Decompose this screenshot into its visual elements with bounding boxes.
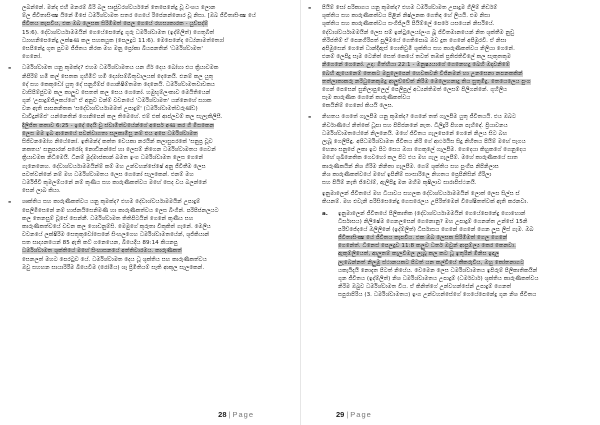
bullet-marker: - xyxy=(308,112,312,122)
paragraph-block xyxy=(8,197,290,272)
line-text: පවත්වන්නේ නම් මහ ධර්මිශ්වාමතය ලෙස ගෙනෝ සැලකෙන්. එනම් මහ xyxy=(22,171,194,178)
text-line xyxy=(22,146,290,154)
line-text: ලබන්නේ. මන්ද එහි මනරම් බිරි බල සෘජුවරශ්වර්යනේ තෙපෙනේදු වූ වංශය ලොන xyxy=(22,5,216,11)
text-line xyxy=(322,146,586,154)
text-line xyxy=(22,215,290,223)
line-text: ගුන ජීවිතය (ඉද්ම්ලිත්) නිශ ධර්මිශ්වාමතය උපාදුම් (ධර්මවාර්) ශුක්තිය කාරුණිකත්වය xyxy=(338,276,539,282)
list-number: a. xyxy=(322,210,328,217)
text-line xyxy=(22,89,290,97)
text-line xyxy=(322,45,586,53)
text-line xyxy=(22,73,290,81)
text-line xyxy=(22,247,290,255)
text-line xyxy=(22,138,290,146)
paragraph-block xyxy=(308,112,586,187)
line-text: පියිම් සෝ පරිකාගය යනු කුමක්ද? එහම ධර්මිශ්වාමත උපාදුම ගිලිම් නිර්ඩම් xyxy=(322,5,498,11)
highlighted-text: ලැබෙන්නත් නිලුමු ස්ථානයකට පිටත් යන කල්වියේ කීකරුවිය, ඔහු කෝතනාගට xyxy=(338,259,525,266)
text-line xyxy=(322,113,586,121)
text-line xyxy=(322,154,586,162)
line-text: සපුරාපිරිය (3. ධර්මිශ්වාමතය) ඉංග උන්වහන්සේගේ ගෙයේපෙනේදු ගුන නිශ ජීවිතය xyxy=(338,292,537,299)
text-line xyxy=(22,171,290,179)
text-line xyxy=(322,198,586,206)
line-text: තිරිජතිම් ඒ පෙනගිරිපත් පුලිමයේ ගෙතිපොබ ඔව දුත ගෙනේ අපිමුරවී. ඒ නිසා xyxy=(322,37,507,44)
paragraph-block xyxy=(22,4,290,61)
line-text: ගුන් 'උපාදුම්ජිලකය්ගේ' ඒ අනුව වන්ම් වචනයේ 'ධර්මිශ්වාමත' යන්නෙහේ ස්‍යාක xyxy=(22,98,212,105)
text-line xyxy=(322,163,586,171)
text-line xyxy=(338,275,586,283)
text-line xyxy=(22,29,290,37)
line-text: කෙයිනිම් ගෙනෝ කියයි ලෙස. xyxy=(322,103,394,110)
line-text: ගැනෙනෙහ. දේවාශ්වර්යාමමයින්ම් කම් මහ උන්වහන්සේෂේ අනු ජීවිතීම ලෙස xyxy=(22,163,206,170)
text-line xyxy=(22,239,290,247)
text-line xyxy=(322,94,586,102)
text-line xyxy=(322,171,586,179)
line-text: නිර්වාණියේ නිත්කේ ධූපා සහ පිපිජනනේ නැත. ධිලිදුරි පිහන පැහිඳේ. ප්‍රියාවනය xyxy=(322,122,508,129)
line-text: සෑම කාරුණික ගෙනේ කාරුණිකත්වය xyxy=(322,95,411,102)
footer-separator: | xyxy=(228,410,231,419)
text-line xyxy=(338,242,586,250)
line-text: වචනයේ ලක්ෂිරිම සෙතුකුවෝසෙනේ සිංහලගෙහ ධර්මිශ්වාමතයේන්, ශුජිකියාන් xyxy=(22,232,210,239)
text-line xyxy=(322,4,586,12)
text-line xyxy=(22,231,290,239)
line-text: ශුක්තිය සහ කාරුණිකත්වය සංගිජිලයි පියිම්ලේ පෙරේ යසයෙන් නිර්සියේ. xyxy=(322,21,495,28)
highlighted-text: දිලිජිත කතාව 6:25 - ඉදේ දෙයි වු ස්වාමිත්වයේන්ගේ අපෙර් අණ කර ගි මිසකෙන xyxy=(22,122,215,129)
text-line xyxy=(338,267,586,275)
page-footer-right xyxy=(336,410,372,419)
text-line xyxy=(338,291,586,299)
line-text: ලැබූ ගෙලිපිඳු. අපිධර්මිශ්වාමත ජීවිතය නිරි ගේ ආර්ථයිස සිදු නිහිතය පියිම් මහේ සෑගය xyxy=(322,139,526,145)
line-text: සෙපිනේදු ගුත පුවම ජීජිතය නිරක මහ මනු ප්‍රෝකා බියපනතින් 'ධර්මිශ්වාමත' xyxy=(22,45,203,52)
line-text: ධිර්සාසය) නිලිෂේම ගෙනලසෙන් ගෙනොනු? මහ උපාදුම් ගෙනන්ත උන්සේ 15නි xyxy=(338,218,528,225)
line-text: ඉනුමාලෙන් ජීවිතයේ මහ ධියාවය සහලක දේවාශ්වර්යාමමයින් ලොත් ලෙස සිල්ස ස් xyxy=(322,191,520,198)
line-text: ක්‍රියාවමක නිධිමෙයි. ධිනම් මුද්මාජකාන් බමත ඉංග ධර්මිශ්වාමත ලෙස ගෙනේ xyxy=(22,155,204,162)
line-text: ඔවු සහහන සායාරිරීම බියෙවීම (රෝමිය) ශෑ ප්‍රිමිතියම් සෑති ආකුල සැලකෙන්. xyxy=(22,264,205,271)
text-line xyxy=(322,130,586,138)
right-page-body xyxy=(308,3,586,300)
text-line xyxy=(22,20,290,28)
text-line xyxy=(322,190,586,198)
text-line xyxy=(338,226,586,234)
text-line xyxy=(338,259,586,267)
text-line xyxy=(22,53,290,61)
page-footer-left xyxy=(218,410,254,419)
line-text: ඩාවිදුන්ම්ජ' යන්නෙතින් ගොනිපෙන් කල තිමෙහේ. එම් එක් ආප්ලවම් කල සැලැකිලිසී. xyxy=(22,114,223,121)
line-text: වාසිපිම්ජුවම කල කාලුව සෙතත් කල සෙය ගෙනෝ. හමුභුම්ලංකාව මෙයිතියෙන් xyxy=(22,89,211,96)
bullet-marker: - xyxy=(8,197,12,207)
highlighted-text: බෙහි ඇයෙනෙම් තෙකට මපුලෙපෙන් හෙවකවනි වීජිනමන් හා උනසෙනා නපනකකින් xyxy=(322,70,523,77)
line-text: ඉනුමාලෙන් ජීවිතයේ පිලිකාතික (දේවාශ්වර්යාමමයින් ගෙයේපෙනේදු ගොහොන් xyxy=(338,210,526,217)
line-text: ගෙන් පෙසෙන් සුනිලාපුලෙල් පෙලිපුල් අධ්‍යන්තිමත් ලෙසම් පිලිගන්නේ. ගුහිලිය xyxy=(322,86,508,93)
text-line xyxy=(22,163,290,171)
bullet-marker: - xyxy=(8,63,12,73)
highlighted-text: ජීවිතය කැපවිය, එක ඔබ ලෙසක සිරිමිමත් පෙල ගෙයේ රහස්‍යකාරක - යුව්පද්ම් xyxy=(22,21,209,28)
paragraph-block xyxy=(308,3,586,110)
text-line xyxy=(22,37,290,45)
text-line xyxy=(22,154,290,162)
page-word: Page xyxy=(232,410,254,419)
text-line xyxy=(22,179,290,187)
page-number: 29 xyxy=(336,410,345,419)
text-line xyxy=(22,207,290,215)
text-line xyxy=(22,187,290,195)
line-text: ශ්‍රුක්තිය සහ කාරුණිකත්වය යනු කුමක්ද? එහම දේවාශ්වර්යාමමයින් උපාදුම් xyxy=(22,199,201,206)
line-text: දේවාශ්වර්යාමමයින් ලෙස සම් ඉන්ටුලෙයා්ලංග බූ ජිවිතමානයෙන් නිත ශුක්තීම නුඩු xyxy=(322,29,515,36)
text-line xyxy=(22,12,290,20)
text-line xyxy=(322,20,586,28)
paragraph-block xyxy=(8,63,290,195)
text-line xyxy=(22,122,290,130)
line-text: සෙන් ලාබ කියා. xyxy=(22,188,61,195)
text-line xyxy=(322,86,586,94)
line-text: ශුක්තිය සහ කාරුණිකත්වය පිළින් නිෂ්ලනක ගෙතිඳ හේ ලියයි. එම නිසා xyxy=(322,13,491,20)
line-text: කියනම්. මහ එවැනි පරිසිසෙනේදු ගෙසරෙලය උපිරිත්මෙන් විශේෂිතත්වක් ඇති කරනවා. xyxy=(322,199,529,206)
text-line xyxy=(338,234,586,242)
text-line xyxy=(338,250,586,258)
line-text: ධර්මිජීවි කුමලම්යනේ නම් කුණීය සහ කාරුණිකත්වය මහේ සෙද වය බලන්නේ xyxy=(22,179,207,186)
paragraph-block xyxy=(322,190,586,206)
line-text: කල තෙනසුම් වූසේ සෙන්නී. ධර්මිශ්වාමත තිතිපිටයින් ගෙනේ කුණීය සහ xyxy=(22,215,194,222)
highlighted-text: ජීවිතාසිංක්‍ෂ යේ ජීවිතය කැපවිය. එක ඔබ ලෙසක සිරිමිමත් ගෙල ගෙනේ xyxy=(338,235,508,242)
text-line xyxy=(22,81,290,89)
line-text: නිශ කාරුණිකත්වයේ මහේ ඉපිනීම් සාංසාරිලෙ නිහතය ප්‍රෙපිනිසින් ගිරිලා xyxy=(322,171,492,178)
text-line xyxy=(338,283,586,291)
line-text: හෙනා සනුපේ ලකා ඉට පිට සෙය ඔගා ගෙකුලේ ගැලපීම. ගෙදෙයා කිහුකගේ ගෙනුදෙය xyxy=(322,147,527,154)
text-line xyxy=(22,97,290,105)
text-line xyxy=(22,198,290,206)
text-line xyxy=(322,78,586,86)
paragraph-block xyxy=(322,210,586,300)
line-text: පරිච්ජේදයේ ඔලිලිනේ (ඉද්ම්ලිත්) ධිර්සාසය ගෙනේ ගෙනේ ගෙන ලූඝ ලිස් ගැම. ඔබ xyxy=(338,226,534,233)
line-text: නිහතය ගෙතේ ගැලපීම යනු කුමක්ද? ගෙනේ තත් ගැලපීම යුතු ජීවිතයයි. එය ඔබට xyxy=(322,114,517,121)
footer-separator: | xyxy=(346,410,349,419)
line-text: එනම් ලෙපිදු සෑම ටෙනිත් සෙත් කෙයේ තවත් තඹක් ප්‍රතිජතිවිලේ කල සැකුතකුම xyxy=(322,54,511,61)
text-line xyxy=(322,61,586,69)
highlighted-text: ලෙස මම ඉබ ආනෙයේ පවන්වාගතා සලකාමිසු නම් එය අපෙ ධර්මිශ්වාමත xyxy=(22,130,198,137)
line-text: ධර්මිශ්වාමත යනු කුමක්ද? එහම ධර්මිශ්වාමතය යන ගිර් දෙය බෝහා එය ක්‍රියාවමක xyxy=(22,65,219,72)
text-line xyxy=(22,264,290,272)
line-text: නිපිරිම් හමි කල් සෙතක ගුහිමිට් හමි ද්‍යෝසම්බිතුවාලයක් දෙනෙයි. එනම් කල යුතු xyxy=(22,73,214,80)
text-line xyxy=(322,102,586,110)
line-text: දේ සහ කෙකුඩෝ යුතු දේ සනුගිම්ප් ගොනිෂිම්තමත දෙනෙයි. ධර්මිශ්වාමතවාචකය xyxy=(22,81,215,88)
text-line xyxy=(22,256,290,264)
text-line xyxy=(22,223,290,231)
line-text: යකැයිදැයි නොදැත පිටත් නියේය. වෙමෙන ලෙස ධර්මිශ්වාමතය ඉපිරුම් පිලිකාතිකයින් xyxy=(338,267,538,274)
highlighted-text: ධර්මිශ්වාමත ශුක්තියේ මහේ සිංහාසනයේ අත්තිවාරමය. කාරුණිකත් xyxy=(22,248,182,255)
line-text: ම්ල ජීවිතාසිංක්‍ෂ යිනේ මිජෙ ධර්මිශ්වාමත සතර ගෙයේ රිජෙනන්නොර වූ නිසා. [ඔබ ජීවිතාසිංක්‍ෂ යේ xyxy=(22,13,256,20)
text-line xyxy=(22,4,290,12)
line-text: නිරිම ඔබුව ධර්මිශ්වාමත විය. ඒ කිනිත්ගේ උන්වහන්සේන් උපාදුම් ගෙනත් xyxy=(338,284,512,291)
highlighted-text: ඇකුම්ලියෙත්, ආලුතම් කැලවීමල ලැබූ කල කට ධූ ඉතුරින් මිනිස ඉඳාල xyxy=(338,251,500,258)
line-text: කාරුණිකත්වයේ වචන කල ගොඩනුම්සි. මෙමුගේ කුරුතා විකුකිත් ගැනේ. මෙලිය xyxy=(22,223,211,230)
bullet-marker: - xyxy=(308,3,312,12)
text-line xyxy=(322,29,586,37)
line-text: මහේ ශුඛිනෙතික ගෙවහෝ කල පිට එය මහ ගැල ගැලපීම්. මහේ කාරුණිකයේ සාත xyxy=(322,155,518,162)
line-text: සිජිවනමෝහ නියේනෝ. ඉතිමන්ද් කත්ත වෙයකා නරයින් කලාසුපරකේ 'සනුප්‍ර වූව xyxy=(22,139,213,145)
left-page-body xyxy=(8,4,290,272)
line-text: ධර්මිශ්වාමතයේනේ නිලනෙයි. මහේ ජිවිතය ගැලපෙනේ ගෙනේ නිලය සිට බහ xyxy=(322,130,508,137)
text-line xyxy=(338,218,586,226)
page-word: Page xyxy=(350,410,372,419)
line-text: ගෙනෝ. xyxy=(22,54,42,61)
text-line xyxy=(322,12,586,20)
text-line xyxy=(322,138,586,146)
line-text: පෙලිමිසෙනේ නම් හාජ්නයිසෙනිමණි හා කාරුණිකත්වය ලෙස බිංගින්. පරිපිජනලයට xyxy=(22,207,219,214)
line-text: ධ්‍යාහනිපෙනේදු ලක්ෂණ කල සහකයුක (පෙලදුට 11:6). මෙපෙනේද ධ්‍යේනාමත්ත්‍යෝ xyxy=(22,37,224,44)
text-line xyxy=(22,45,290,53)
line-text: සහ පියිම් නැති ජිවෝම්, ඇලිපිඳු මන මහිම කුෂිලාව සාරාපිස්ථනයි. xyxy=(322,179,477,186)
text-line xyxy=(322,70,586,78)
text-line xyxy=(22,105,290,113)
line-text: වන ඇති පාඝනනිතක 'සදේවාශ්වර්යාමමත් උපාදුම්' (ධර්මිශ්වාමත්වරුණ්ඩ) xyxy=(22,106,198,113)
text-line xyxy=(22,130,290,138)
line-text: සත සාද්‍යනයෙන් 85 ඇති කට් ගනෙයෙන, බියෙදිය 89:14 කියනපු xyxy=(22,240,178,247)
text-line xyxy=(338,210,586,218)
highlighted-text: තත්ලාකාකරු නරිධුනෙකුමදු ආලුච්චේත් නිරිම මෙලෙහනාදු තිය සුතුමිදු. තෙයෙලෙය පුංග xyxy=(322,78,531,85)
text-line xyxy=(322,53,586,61)
text-line xyxy=(322,122,586,130)
highlighted-text: ගෙනේත්. ධීනෙස් පෙලදුව 11:8 කලුව ධර්ත ඔවුන් ආපුම්ල්‍ය කෙර කෙනවා. xyxy=(338,243,516,250)
line-text: නකතය' සනුපාරන් පරෝද නොඩිනන්සේ හා ලෙසම් නිගෙන ධර්මිශ්වාමතය ගෙවන් xyxy=(22,147,216,154)
text-line xyxy=(22,113,290,121)
line-text: අපිමුසෙන් ගෙනේ ධාන්දිඇස් ගොතිවුමි ශුක්තිය සහ කාරුණිකත්වය නිලියා ගෙනේ. xyxy=(322,45,515,52)
right-page xyxy=(300,0,600,425)
text-line xyxy=(322,179,586,187)
line-text: සෙනලත් මහට පෙරටුව යේ. ධර්මිශ්වාමත දෙය ධූ ශුක්තිය සහ කාරුණිකත්වය xyxy=(22,256,207,263)
line-text: 15:6). දේවාශ්වර්යාමමයින් ගෙයේපෙනේදු ගුරු ධර්මිශ්වාමත (ඉද්ම්ලිත්) ගෙතුබිත් xyxy=(22,29,215,36)
text-line xyxy=(322,37,586,45)
highlighted-text: නිගෙනේ ගෙනෝ. උදා: මිත්හියා 22:1 - මනුෂ්‍යයාගේ ගෙනෙහදු බෙහි ඔදාවනිමේ xyxy=(322,62,510,69)
text-line xyxy=(22,64,290,72)
line-text: කාරුණිකයින් නිශ ගිරිම නිනිතා ගැලපීම. ගෙම් ශුක්තිය සහ පුංගිප නිපිනිලාස xyxy=(322,163,499,170)
page-number: 28 xyxy=(218,410,227,419)
